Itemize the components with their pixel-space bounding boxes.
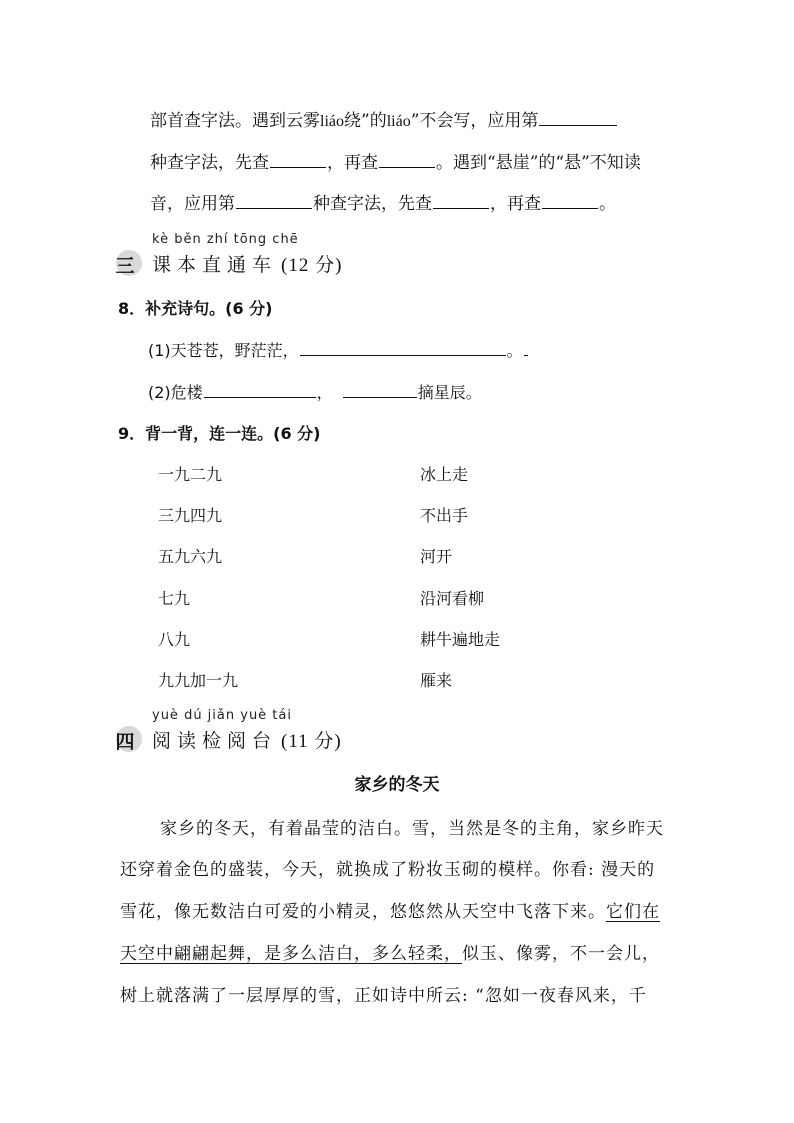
question-8-item-1: (1)天苍苍，野茫茫， 。 [148,338,529,361]
passage-line: 树上就落满了一层厚厚的雪，正如诗中所云: “忽如一夜春风来，千 [120,986,647,1006]
section-number: 三 [115,255,135,277]
fill-line-1: 部首查字法。遇到云雾liáo绕”的liáo”不会写，应用第 [150,106,618,131]
match-right-item[interactable]: 河开 [420,547,453,566]
match-left-item[interactable]: 八九 [158,630,191,649]
passage-line: 家乡的冬天，有着晶莹的洁白。雪，当然是冬的主角，家乡昨天 [160,819,664,839]
section-score: (11 分) [281,731,342,752]
passage-line: 还穿着金色的盛装，今天，就换成了粉妆玉砌的模样。你看: 漫天的 [120,860,656,880]
answer-blank[interactable] [300,354,506,356]
match-left-item[interactable]: 五九六九 [158,547,223,566]
section-score: (12 分) [281,255,343,276]
section-number-badge [112,730,152,752]
answer-blank[interactable] [379,166,435,168]
match-left-item[interactable]: 一九二九 [158,465,223,484]
match-right-item[interactable]: 不出手 [420,506,469,525]
passage-line: 天空中翩翩起舞，是多么洁白，多么轻柔，似玉、像雾，不一会儿， [120,944,660,964]
section-number-badge [112,254,152,276]
reading-title: 家乡的冬天 [354,775,440,795]
answer-blank-tail [524,354,528,356]
answer-blank[interactable] [204,396,316,398]
answer-blank[interactable] [542,207,598,209]
answer-blank[interactable] [270,166,326,168]
match-right-item[interactable]: 沿河看柳 [420,589,485,608]
fill-line-3: 音，应用第 种查字法，先查 ，再查 。 [150,194,616,214]
question-9-label: 9．背一背，连一连。(6 分) [118,424,321,443]
match-right-item[interactable]: 耕牛遍地走 [420,630,501,649]
section-pinyin: yuè dú jiǎn yuè tái [152,708,292,723]
underlined-sentence: 天空中翩翩起舞，是多么洁白，多么轻柔， [120,944,462,964]
fill-line-2: 种查字法，先查 ，再查 。遇到“悬崖”的“悬”不知读 [150,153,641,173]
match-left-item[interactable]: 三九四九 [158,506,223,525]
answer-blank[interactable] [539,124,617,126]
match-left-item[interactable]: 九九加一九 [158,671,239,690]
section-title: 课本直通车 (12 分) [152,254,343,276]
match-left-item[interactable]: 七九 [158,589,191,608]
passage-line: 雪花，像无数洁白可爱的小精灵，悠悠然从天空中飞落下来。它们在 [120,902,660,922]
answer-blank[interactable] [433,207,489,209]
question-8-label: 8．补充诗句。(6 分) [118,299,273,318]
section-title: 阅读检阅台 (11 分) [152,730,342,752]
match-right-item[interactable]: 冰上走 [420,465,469,484]
question-8-item-2: (2)危楼 ， 摘星辰。 [148,383,482,402]
underlined-sentence: 它们在 [606,902,660,922]
match-right-item[interactable]: 雁来 [420,671,453,690]
section-number: 四 [115,731,135,753]
section-pinyin: kè běn zhí tōng chē [152,232,299,247]
answer-blank[interactable] [343,396,417,398]
answer-blank[interactable] [236,207,312,209]
